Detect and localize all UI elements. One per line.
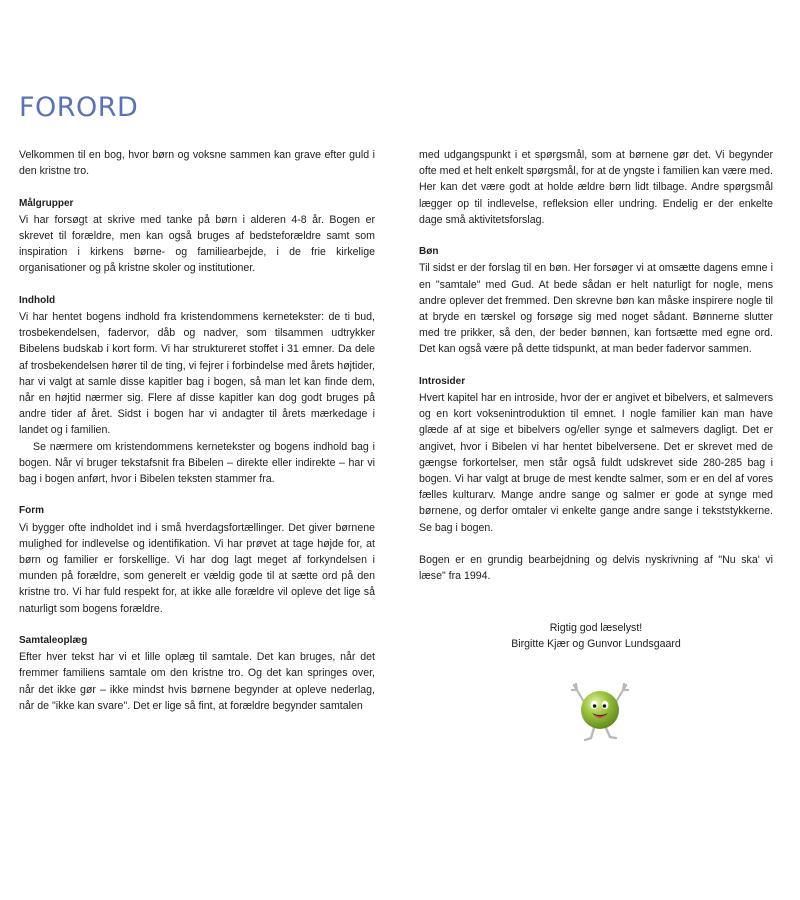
signoff-greeting: Rigtig god læselyst! [549,622,643,634]
signoff-authors: Birgitte Kjær og Gunvor Lundsgaard [511,638,681,651]
intro-paragraph: Velkommen til en bog, hvor børn og voksne sammen kan grave efter guld i den kristne tro. [19,149,375,178]
left-column [19,147,375,714]
malgrupper-paragraph: Vi har forsøgt at skrive med tanke på børn i alderen 4-8 år. Bogen er skrevet til forældre, men kan også bruges af bedsteforældre samt som inspiration i kirkens børne- og familiearbejde, i de frie kirkelige organisationer og på kristne skoler og institutioner. [19,213,375,275]
samtaleoplaeg-paragraph: Efter hver tekst har vi et lille oplæg til samtale. Det kan bruges, når det fremmer familiens samtale om den kristne tro. Og det kan springes over, når det ikke gør – ikke mindst hvis børnene begynder at opleve nederlag, når de "ikke kan svare". Det er lige så fint, at forældre begynder samtalen [19,651,375,712]
signoff [419,620,773,652]
right-column [419,147,773,584]
form-paragraph: Vi bygger ofte indholdet ind i små hverdagsfortællinger. Det giver børnene mulighed for indlevelse og identifikation. Vi har prøvet at tage højde for, at børn og familier er forskellige. Vi har dog lagt meget af forkyndelsen i munden på forældre, som generelt er vældig gode til at sætte ord på den kristne tro. Vi har fuld respekt for, at ikke alle forældre vil opleve det lige så naturligt som bogens forældre. [19,521,375,615]
closing-paragraph: Bogen er en grundig bearbejdning og delvis nyskrivning af "Nu ska' vi læse" fra 1994. [419,554,773,583]
section-heading-introsider: Introsider [419,375,466,387]
indhold-paragraph-1: Vi har hentet bogens indhold fra kristendommens kernetekster: de ti bud, trosbekendelsen, fadervor, dåb og nadver, som tilsammen udtrykker Bibelens budskab i kort form. Vi har struktureret stoffet i 31 emner. Da dele af trosbekendelsen hører til de ting, vi fejrer i forbindelse med årets højtider, har vi valgt at samle disse kapitler bag i bogen, så man let kan finde dem, når en højtid nærmer sig. Flere af disse kapitler kan dog godt bruges på andre tider af året. Sidst i bogen har vi andagter til årets mærkedage i landet og i familien. [19,311,375,437]
indhold-paragraph-2: Se nærmere om kristendommens kernetekster og bogens indhold bag i bogen. Når vi bruger tekstafsnit fra Bibelen – direkte eller indirekte – har vi bag i bogen anført, hvor i Bibelen teksten stammer fra. [19,440,375,486]
section-heading-bon: Bøn [419,246,439,258]
mascot-icon [570,672,630,744]
samtaleoplaeg-continuation: med udgangspunkt i et spørgsmål, som at børnene gør det. Vi begynder ofte med et helt enkelt spørgsmål, for at de yngste i familien kan være med. Her kan det være godt at holde ældre børn lidt tilbage. Andre spørgsmål lægger op til indlevelse, refleksion eller undring. Endelig er der enkelte dage små aktivitetsforslag. [419,149,773,226]
section-heading-indhold: Indhold [19,294,56,306]
page-title: FORORD [19,92,139,123]
section-heading-samtaleoplaeg: Samtaleoplæg [19,635,88,647]
section-heading-form: Form [19,505,44,517]
section-heading-malgrupper: Målgrupper [19,197,74,209]
introsider-paragraph: Hvert kapitel har en introside, hvor der er angivet et bibelvers, et salmevers og en kort voksenintroduktion til emnet. I nogle familier kan man have glæde af at sige et bibelvers og/eller synge et salmevers dagligt. Det er angivet, hvor i Bibelen vi har hentet bibelversene. Det er skrevet med de gængse forkortelser, men står også fuldt udskrevet side 280-285 bag i bogen. Vi har valgt at bruge de mest kendte salmer, som er en del af vores fælles kulturarv. Mange andre sange og salmer er gode at synge med børnene, og derfor omtaler vi enkelte gange andre sange i tekststykkerne. Se bag i bogen. [419,392,773,534]
bon-paragraph: Til sidst er der forslag til en bøn. Her forsøger vi at omsætte dagens emne i en "samtale" med Gud. At bede sådan er helt naturligt for nogle, mens andre oplever det fremmed. Den skrevne bøn kan måske inspirere nogle til at bryde en tærskel og forsøge sig med noget sådant. Bønnerne slutter med tre prikker, så den, der beder bønnen, kan fortsætte med egne ord. Det kan også være på dette tidspunkt, at man beder fadervor sammen. [419,262,773,356]
